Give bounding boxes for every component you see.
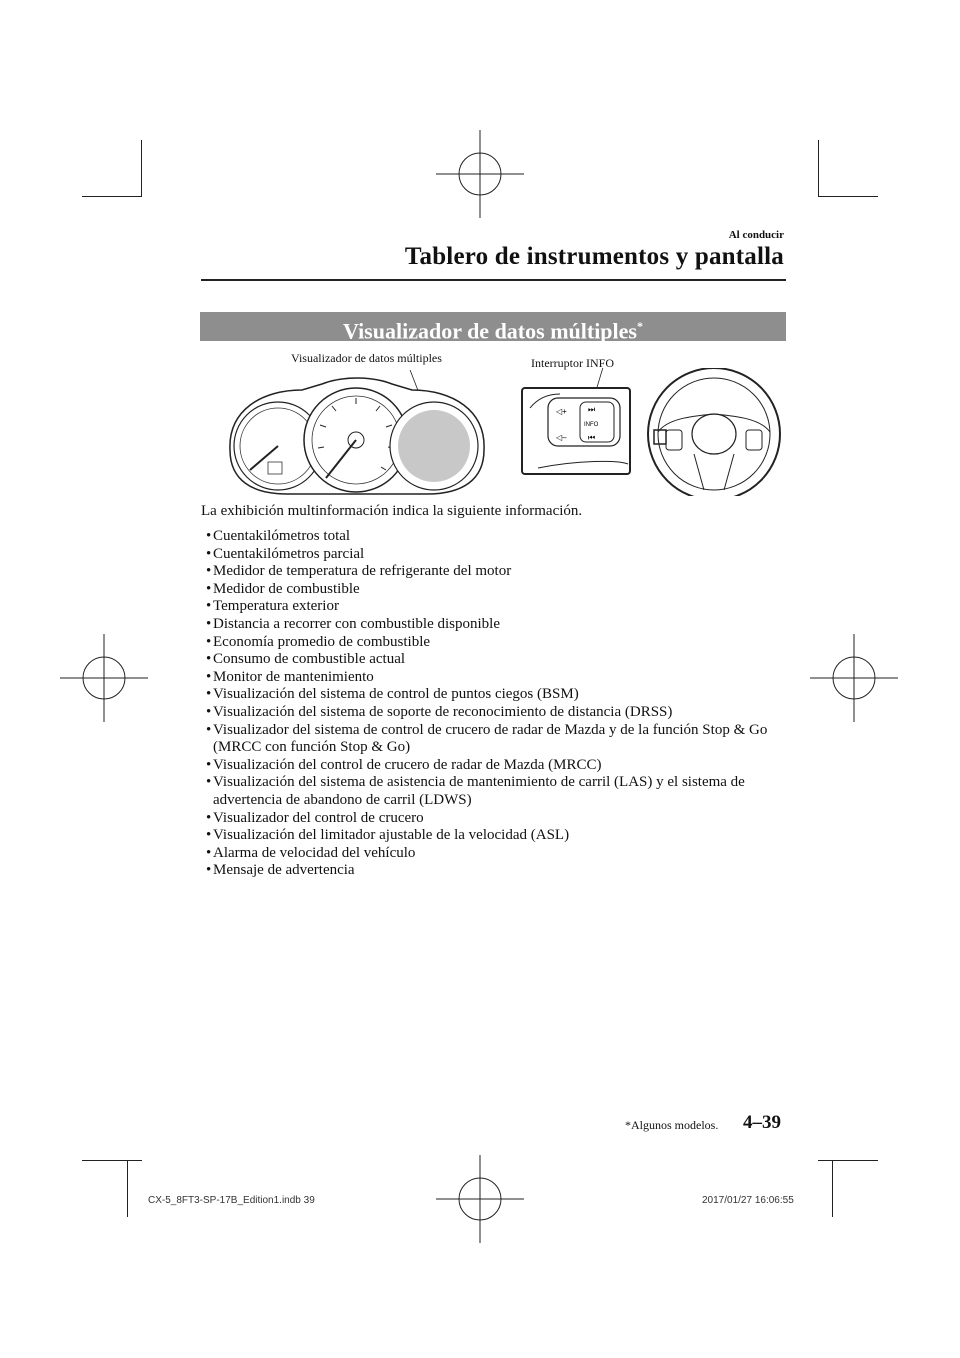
list-item: • Economía promedio de combustible — [206, 633, 431, 650]
list-item: • Cuentakilómetros total — [206, 528, 351, 544]
banner-title: Visualizador de datos múltiples — [343, 318, 637, 344]
crop-mark — [818, 140, 819, 197]
registration-mark-bottom — [436, 1155, 524, 1243]
previous-track-icon: ⏮ — [588, 433, 596, 442]
list-item: • Visualizador del control de crucero — [206, 809, 424, 826]
header-rule — [201, 279, 786, 281]
instrument-cluster-illustration — [222, 370, 492, 498]
section-banner — [200, 312, 786, 344]
next-track-icon: ⏭ — [588, 405, 596, 414]
list-item: • Medidor de temperatura de refrigerante del motor — [206, 563, 512, 580]
banner-footnote-marker: * — [636, 319, 643, 333]
list-item: • Temperatura exterior — [206, 598, 339, 615]
registration-mark-left — [60, 634, 148, 722]
list-item: • Distancia a recorrer con combustible disponible — [206, 615, 500, 632]
list-item: • Visualización del sistema de soporte de reconocimiento de distancia (DRSS) — [206, 703, 673, 720]
list-item: • Visualización del sistema de asistencia de mantenimiento de carril (LAS) y el sistema de advertencia de abandono de carril (LDWS) — [206, 774, 745, 808]
list-item: • Visualización del sistema de control de puntos ciegos (BSM) — [206, 686, 579, 703]
steering-wheel — [648, 368, 780, 496]
callout-display: Visualizador de datos múltiples — [291, 351, 442, 365]
list-item: • Visualizador del sistema de control de crucero de radar de Mazda y de la función Stop & Go (MRCC con función Stop & Go) — [206, 721, 768, 756]
list-item: • Alarma de velocidad del vehículo — [206, 844, 416, 861]
list-item: • Visualización del control de crucero de radar de Mazda (MRCC) — [206, 756, 602, 773]
print-file-info: CX-5_8FT3-SP-17B_Edition1.indb 39 — [148, 1195, 315, 1206]
callout-switch: Interruptor INFO — [531, 356, 614, 370]
info-list — [201, 528, 791, 880]
steering-wheel-illustration — [518, 368, 788, 496]
registration-mark-right — [810, 634, 898, 722]
list-item: • Consumo de combustible actual — [206, 651, 406, 668]
crop-mark — [818, 196, 878, 197]
footnote: *Algunos modelos. — [625, 1118, 719, 1132]
info-button-label: INFO — [584, 422, 599, 428]
list-item: • Visualización del limitador ajustable de la velocidad (ASL) — [206, 827, 570, 844]
chapter-label: Al conducir — [728, 229, 784, 241]
registration-mark-top — [436, 130, 524, 218]
list-item: • Monitor de mantenimiento — [206, 668, 374, 685]
page-number: 4–39 — [743, 1112, 781, 1133]
crop-mark — [818, 1160, 878, 1161]
list-item: • Cuentakilómetros parcial — [206, 545, 365, 562]
crop-mark — [82, 1160, 142, 1161]
section-title: Tablero de instrumentos y pantalla — [404, 243, 784, 270]
print-timestamp: 2017/01/27 16:06:55 — [702, 1195, 794, 1206]
crop-mark — [832, 1160, 833, 1217]
list-item: • Medidor de combustible — [206, 580, 360, 597]
crop-mark — [141, 140, 142, 197]
crop-mark — [82, 196, 142, 197]
intro-text: La exhibición multinformación indica la siguiente información. — [201, 503, 583, 519]
crop-mark — [127, 1160, 128, 1217]
volume-down-icon: ◁– — [556, 433, 567, 442]
list-item: • Mensaje de advertencia — [206, 862, 355, 879]
volume-up-icon: ◁+ — [556, 407, 567, 416]
